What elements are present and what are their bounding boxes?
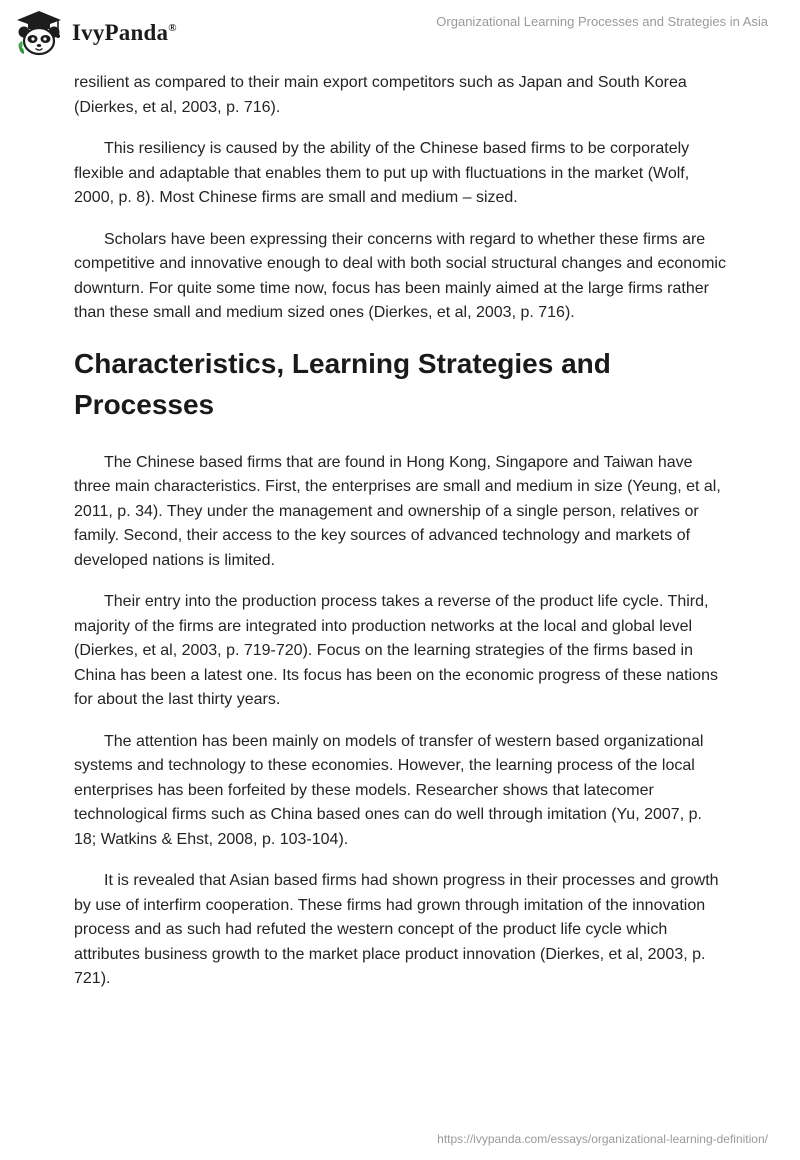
registered-mark: ® bbox=[168, 22, 177, 34]
section-heading: Characteristics, Learning Strategies and Processes bbox=[74, 347, 611, 420]
paragraph-2: This resiliency is caused by the ability of the Chinese based firms to be corporately flexible and adaptable that enables them to put up with fluctuations in the market (Wolf, 2000, p. 8). Most Chinese firms are small and medium – sized. bbox=[74, 140, 690, 206]
paragraph-3: Scholars have been expressing their concerns with regard to whether these firms are competitive and innovative enough to deal with both social structural changes and economic downturn. For quite some time now, focus has been mainly aimed at the large firms rather than these small and medium sized ones (Dierkes, et al, 2003, p. 716). bbox=[74, 230, 726, 321]
ivypanda-logo[interactable] bbox=[14, 8, 177, 58]
paragraph-7: It is revealed that Asian based firms had shown progress in their processes and growth by use of interfirm cooperation. These firms had grown through imitation of the innovation process and as such had refuted the western concept of the product life cycle which attributes business growth to the market place product innovation (Dierkes, et al, 2003, p. 721). bbox=[74, 872, 719, 987]
document-title: Organizational Learning Processes and Strategies in Asia bbox=[436, 14, 768, 29]
logo-wordmark: IvyPanda® bbox=[72, 20, 177, 45]
paragraph-4: The Chinese based firms that are found in Hong Kong, Singapore and Taiwan have three main characteristics. First, the enterprises are small and medium in size (Yeung, et al, 2011, p. 34). They under the management and ownership of a single person, relatives or family. Second, their access to the key sources of advanced technology and markets of developed nations is limited. bbox=[74, 453, 721, 569]
panda-graduate-icon bbox=[14, 8, 64, 58]
paragraph-1: resilient as compared to their main export competitors such as Japan and South Korea (Dierkes, et al, 2003, p. 716). bbox=[74, 74, 687, 116]
source-url[interactable]: https://ivypanda.com/essays/organizational-learning-definition/ bbox=[437, 1132, 768, 1146]
paragraph-5: Their entry into the production process takes a reverse of the product life cycle. Third, majority of the firms are integrated into production networks at the local and global level (Dierkes, et al, 2003, p. 719-720). Focus on the learning strategies of the firms based in China has been a latest one. Its focus has been on the economic progress of these nations for about the last thirty years. bbox=[74, 593, 718, 708]
essay-content bbox=[74, 71, 726, 1009]
paragraph-6: The attention has been mainly on models of transfer of western based organizational systems and technology to these economies. However, the learning process of the local enterprises has been forfeited by these models. Researcher shows that latecomer technological firms such as China based ones can do well through imitation (Yu, 2007, p. 18; Watkins & Ehst, 2008, p. 103-104). bbox=[74, 732, 704, 848]
page-header bbox=[0, 0, 800, 64]
